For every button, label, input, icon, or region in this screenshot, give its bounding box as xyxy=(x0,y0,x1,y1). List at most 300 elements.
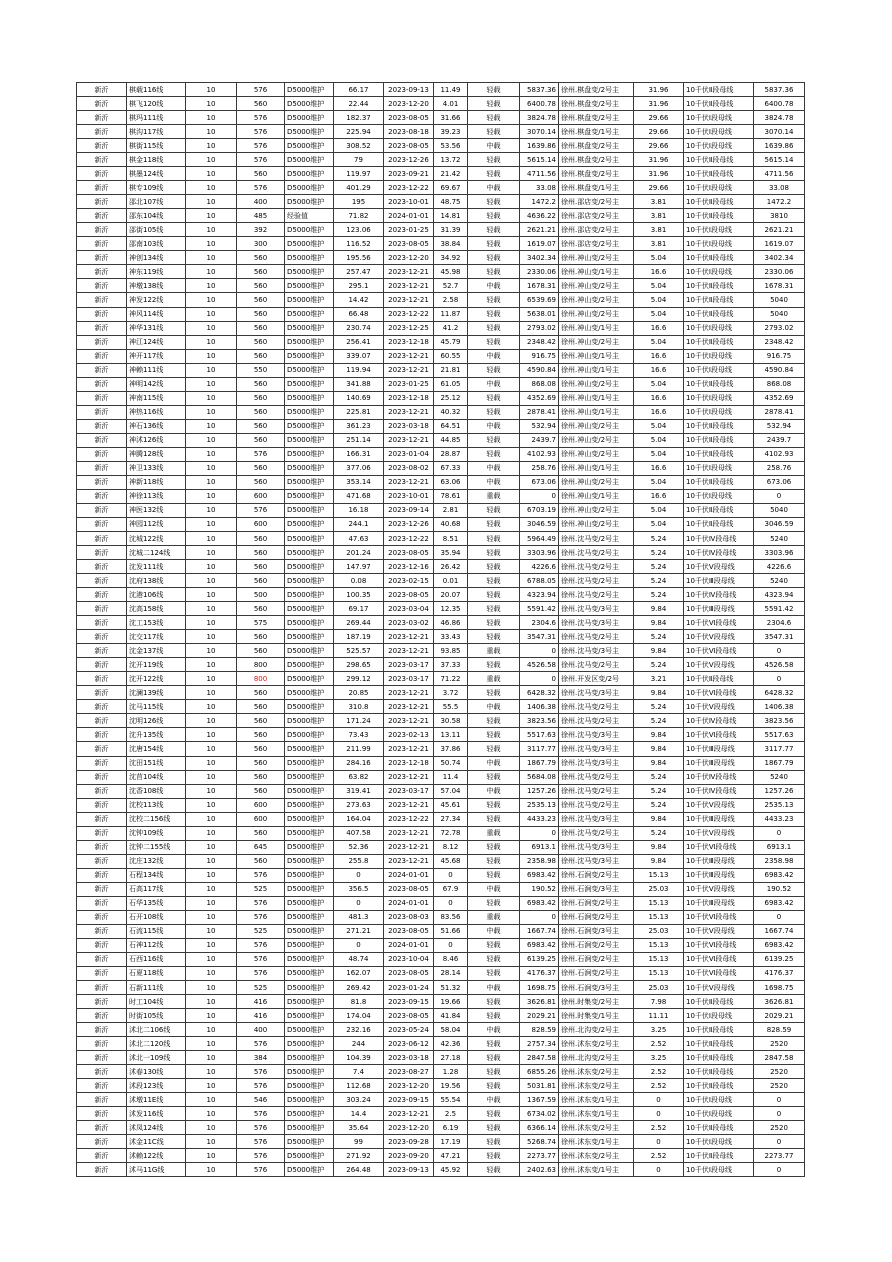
cell-available-capacity: 868.08 xyxy=(520,377,559,391)
cell-busbar: 10千伏Ⅲ段母线 xyxy=(684,602,754,616)
cell-load-rate: 2.81 xyxy=(434,503,468,517)
cell-county: 新沂 xyxy=(77,756,127,770)
cell-load-level: 轻载 xyxy=(468,97,520,111)
cell-available-capacity: 1257.26 xyxy=(520,784,559,798)
cell-load-level: 轻载 xyxy=(468,995,520,1009)
cell-voltage-kv: 10 xyxy=(186,1065,237,1079)
cell-line-name: 沈高158线 xyxy=(127,602,186,616)
cell-line-name: 神卫133线 xyxy=(127,461,186,475)
cell-feeder-available: 1257.26 xyxy=(754,784,805,798)
cell-transformer-available: 16.6 xyxy=(634,321,684,335)
cell-feeder-available: 2847.58 xyxy=(754,1051,805,1065)
cell-busbar: 10千伏Ⅱ段母线 xyxy=(684,1121,754,1135)
cell-max-load-date: 2023-12-21 xyxy=(384,279,434,293)
cell-transformer: 徐州.沭东变/2号主 xyxy=(559,1121,634,1135)
cell-capacity-source: D5000维护 xyxy=(285,672,334,686)
cell-voltage-kv: 10 xyxy=(186,1163,237,1177)
cell-load-rate: 11.87 xyxy=(434,307,468,321)
cell-transformer: 徐州.沈马变/2号主 xyxy=(559,700,634,714)
cell-county: 新沂 xyxy=(77,1135,127,1149)
cell-load-level: 中载 xyxy=(468,349,520,363)
cell-transformer: 徐州.石涧变/2号主 xyxy=(559,952,634,966)
cell-transformer-available: 9.84 xyxy=(634,728,684,742)
cell-voltage-kv: 10 xyxy=(186,826,237,840)
cell-max-load-date: 2023-12-21 xyxy=(384,433,434,447)
cell-max-load-date: 2023-02-15 xyxy=(384,574,434,588)
cell-transformer: 徐州.棋盘变/2号主 xyxy=(559,167,634,181)
cell-feeder-available: 0 xyxy=(754,1135,805,1149)
table-row xyxy=(77,209,805,223)
cell-transformer-available: 5.04 xyxy=(634,419,684,433)
table-row xyxy=(77,251,805,265)
cell-max-load: 119.97 xyxy=(334,167,384,181)
cell-max-load-date: 2023-12-20 xyxy=(384,1079,434,1093)
cell-capacity-source: D5000维护 xyxy=(285,419,334,433)
cell-line-name: 沈城二124线 xyxy=(127,546,186,560)
cell-available-capacity: 3046.59 xyxy=(520,517,559,531)
cell-line-name: 棋载116线 xyxy=(127,83,186,97)
table-row xyxy=(77,966,805,980)
cell-available-capacity: 2330.06 xyxy=(520,265,559,279)
cell-line-name: 石新111线 xyxy=(127,981,186,995)
cell-county: 新沂 xyxy=(77,363,127,377)
cell-feeder-available: 4176.37 xyxy=(754,966,805,980)
cell-line-name: 沈马115线 xyxy=(127,700,186,714)
cell-max-load: 112.68 xyxy=(334,1079,384,1093)
cell-transformer-available: 2.52 xyxy=(634,1065,684,1079)
cell-rated-capacity: 576 xyxy=(237,111,285,125)
cell-line-name: 石神112线 xyxy=(127,938,186,952)
cell-max-load-date: 2024-01-01 xyxy=(384,938,434,952)
cell-voltage-kv: 10 xyxy=(186,391,237,405)
cell-busbar: 10千伏Ⅱ段母线 xyxy=(684,83,754,97)
cell-line-name: 石流115线 xyxy=(127,924,186,938)
cell-max-load: 310.8 xyxy=(334,700,384,714)
cell-busbar: 10千伏Ⅱ段母线 xyxy=(684,1065,754,1079)
cell-capacity-source: D5000维护 xyxy=(285,363,334,377)
cell-voltage-kv: 10 xyxy=(186,1009,237,1023)
cell-max-load-date: 2023-08-05 xyxy=(384,924,434,938)
cell-load-rate: 8.46 xyxy=(434,952,468,966)
cell-transformer-available: 2.52 xyxy=(634,1149,684,1163)
cell-available-capacity: 2757.34 xyxy=(520,1037,559,1051)
cell-busbar: 10千伏Ⅵ段母线 xyxy=(684,686,754,700)
table-row xyxy=(77,405,805,419)
cell-transformer: 徐州.石涧变/3号主 xyxy=(559,924,634,938)
cell-rated-capacity: 800 xyxy=(237,672,285,686)
cell-load-level: 重载 xyxy=(468,489,520,503)
cell-county: 新沂 xyxy=(77,616,127,630)
cell-available-capacity: 5268.74 xyxy=(520,1135,559,1149)
cell-max-load-date: 2023-03-04 xyxy=(384,602,434,616)
cell-line-name: 沭发116线 xyxy=(127,1107,186,1121)
cell-load-level: 轻载 xyxy=(468,532,520,546)
table-row xyxy=(77,868,805,882)
cell-capacity-source: D5000维护 xyxy=(285,321,334,335)
cell-load-level: 轻载 xyxy=(468,83,520,97)
cell-transformer: 徐州.神山变/2号主 xyxy=(559,433,634,447)
cell-load-level: 轻载 xyxy=(468,391,520,405)
cell-available-capacity: 532.94 xyxy=(520,419,559,433)
cell-max-load-date: 2023-12-21 xyxy=(384,265,434,279)
cell-county: 新沂 xyxy=(77,321,127,335)
cell-rated-capacity: 560 xyxy=(237,475,285,489)
table-row xyxy=(77,111,805,125)
cell-max-load: 0 xyxy=(334,896,384,910)
cell-county: 新沂 xyxy=(77,532,127,546)
cell-load-rate: 3.72 xyxy=(434,686,468,700)
cell-transformer-available: 9.84 xyxy=(634,644,684,658)
table-row xyxy=(77,363,805,377)
cell-line-name: 神石136线 xyxy=(127,419,186,433)
cell-transformer: 徐州.沈马变/2号主 xyxy=(559,658,634,672)
cell-max-load: 269.44 xyxy=(334,616,384,630)
cell-max-load-date: 2023-08-05 xyxy=(384,1009,434,1023)
cell-load-rate: 57.04 xyxy=(434,784,468,798)
cell-county: 新沂 xyxy=(77,517,127,531)
cell-rated-capacity: 576 xyxy=(237,952,285,966)
cell-available-capacity: 2273.77 xyxy=(520,1149,559,1163)
cell-load-rate: 26.42 xyxy=(434,560,468,574)
cell-capacity-source: D5000维护 xyxy=(285,1037,334,1051)
cell-available-capacity: 2878.41 xyxy=(520,405,559,419)
cell-line-name: 神风114线 xyxy=(127,307,186,321)
cell-max-load-date: 2023-09-13 xyxy=(384,83,434,97)
table-row xyxy=(77,503,805,517)
table-row xyxy=(77,1009,805,1023)
cell-busbar: 10千伏Ⅴ段母线 xyxy=(684,630,754,644)
cell-rated-capacity: 576 xyxy=(237,868,285,882)
cell-max-load: 195.56 xyxy=(334,251,384,265)
cell-line-name: 沭段123线 xyxy=(127,1079,186,1093)
cell-max-load-date: 2023-01-24 xyxy=(384,981,434,995)
cell-max-load-date: 2023-12-21 xyxy=(384,363,434,377)
cell-capacity-source: D5000维护 xyxy=(285,798,334,812)
cell-busbar: 10千伏Ⅱ段母线 xyxy=(684,517,754,531)
cell-voltage-kv: 10 xyxy=(186,83,237,97)
cell-max-load: 201.24 xyxy=(334,546,384,560)
cell-line-name: 沈港106线 xyxy=(127,588,186,602)
cell-rated-capacity: 576 xyxy=(237,503,285,517)
cell-load-level: 中载 xyxy=(468,377,520,391)
cell-load-rate: 33.43 xyxy=(434,630,468,644)
cell-county: 新沂 xyxy=(77,461,127,475)
cell-max-load: 52.36 xyxy=(334,840,384,854)
cell-max-load-date: 2024-01-01 xyxy=(384,868,434,882)
cell-capacity-source: D5000维护 xyxy=(285,349,334,363)
cell-load-level: 重载 xyxy=(468,644,520,658)
cell-load-rate: 46.86 xyxy=(434,616,468,630)
cell-load-rate: 71.22 xyxy=(434,672,468,686)
cell-capacity-source: D5000维护 xyxy=(285,475,334,489)
cell-busbar: 10千伏Ⅰ段母线 xyxy=(684,1009,754,1023)
cell-transformer: 徐州.沭东变/2号主 xyxy=(559,1065,634,1079)
cell-rated-capacity: 400 xyxy=(237,1023,285,1037)
cell-transformer-available: 3.81 xyxy=(634,223,684,237)
cell-feeder-available: 258.76 xyxy=(754,461,805,475)
cell-max-load: 99 xyxy=(334,1135,384,1149)
cell-feeder-available: 2029.21 xyxy=(754,1009,805,1023)
cell-rated-capacity: 560 xyxy=(237,167,285,181)
cell-line-name: 神医132线 xyxy=(127,503,186,517)
cell-capacity-source: D5000维护 xyxy=(285,756,334,770)
cell-max-load-date: 2023-08-27 xyxy=(384,1065,434,1079)
cell-busbar: 10千伏Ⅱ段母线 xyxy=(684,97,754,111)
cell-load-level: 轻载 xyxy=(468,770,520,784)
table-row xyxy=(77,588,805,602)
cell-voltage-kv: 10 xyxy=(186,532,237,546)
cell-load-rate: 4.01 xyxy=(434,97,468,111)
cell-rated-capacity: 560 xyxy=(237,419,285,433)
cell-transformer: 徐州.沈马变/2号主 xyxy=(559,588,634,602)
cell-voltage-kv: 10 xyxy=(186,447,237,461)
cell-transformer-available: 15.13 xyxy=(634,868,684,882)
cell-max-load: 119.94 xyxy=(334,363,384,377)
cell-capacity-source: D5000维护 xyxy=(285,195,334,209)
cell-transformer: 徐州.神山变/1号主 xyxy=(559,321,634,335)
cell-busbar: 10千伏Ⅰ段母线 xyxy=(684,223,754,237)
cell-load-level: 轻载 xyxy=(468,1163,520,1177)
cell-transformer: 徐州.神山变/2号主 xyxy=(559,503,634,517)
cell-feeder-available: 3547.31 xyxy=(754,630,805,644)
cell-feeder-available: 1667.74 xyxy=(754,924,805,938)
cell-transformer: 徐州.沈马变/3号主 xyxy=(559,854,634,868)
table-row xyxy=(77,461,805,475)
cell-max-load: 251.14 xyxy=(334,433,384,447)
cell-rated-capacity: 485 xyxy=(237,209,285,223)
cell-busbar: 10千伏Ⅱ段母线 xyxy=(684,279,754,293)
cell-available-capacity: 5964.49 xyxy=(520,532,559,546)
cell-transformer: 徐州.沈马变/3号主 xyxy=(559,616,634,630)
cell-transformer: 徐州.棋盘变/2号主 xyxy=(559,97,634,111)
cell-county: 新沂 xyxy=(77,770,127,784)
table-row xyxy=(77,1037,805,1051)
cell-feeder-available: 3046.59 xyxy=(754,517,805,531)
cell-transformer-available: 2.52 xyxy=(634,1037,684,1051)
cell-capacity-source: D5000维护 xyxy=(285,1135,334,1149)
table-row xyxy=(77,952,805,966)
cell-capacity-source: D5000维护 xyxy=(285,251,334,265)
cell-county: 新沂 xyxy=(77,1079,127,1093)
cell-load-rate: 51.66 xyxy=(434,924,468,938)
table-row xyxy=(77,784,805,798)
cell-busbar: 10千伏Ⅳ段母线 xyxy=(684,546,754,560)
cell-voltage-kv: 10 xyxy=(186,363,237,377)
cell-max-load: 273.63 xyxy=(334,798,384,812)
cell-rated-capacity: 525 xyxy=(237,882,285,896)
cell-available-capacity: 673.06 xyxy=(520,475,559,489)
cell-available-capacity: 3547.31 xyxy=(520,630,559,644)
cell-rated-capacity: 560 xyxy=(237,826,285,840)
cell-transformer: 徐州.神山变/2号主 xyxy=(559,475,634,489)
cell-capacity-source: D5000维护 xyxy=(285,981,334,995)
cell-busbar: 10千伏Ⅰ段母线 xyxy=(684,363,754,377)
cell-max-load-date: 2023-09-21 xyxy=(384,167,434,181)
cell-available-capacity: 1698.75 xyxy=(520,981,559,995)
cell-county: 新沂 xyxy=(77,279,127,293)
cell-available-capacity: 3117.77 xyxy=(520,742,559,756)
cell-county: 新沂 xyxy=(77,181,127,195)
cell-transformer: 徐州.邵店变/2号主 xyxy=(559,209,634,223)
cell-busbar: 10千伏Ⅰ段母线 xyxy=(684,139,754,153)
cell-load-rate: 28.87 xyxy=(434,447,468,461)
cell-transformer-available: 7.98 xyxy=(634,995,684,1009)
cell-load-rate: 69.67 xyxy=(434,181,468,195)
cell-load-rate: 31.66 xyxy=(434,111,468,125)
table-row xyxy=(77,728,805,742)
cell-capacity-source: D5000维护 xyxy=(285,868,334,882)
cell-busbar: 10千伏Ⅰ段母线 xyxy=(684,489,754,503)
cell-transformer-available: 5.04 xyxy=(634,377,684,391)
cell-max-load: 187.19 xyxy=(334,630,384,644)
cell-rated-capacity: 560 xyxy=(237,602,285,616)
cell-available-capacity: 1367.59 xyxy=(520,1093,559,1107)
cell-transformer: 徐州.神山变/2号主 xyxy=(559,307,634,321)
cell-max-load-date: 2023-05-24 xyxy=(384,1023,434,1037)
cell-rated-capacity: 560 xyxy=(237,784,285,798)
cell-available-capacity: 6983.42 xyxy=(520,868,559,882)
cell-rated-capacity: 560 xyxy=(237,560,285,574)
cell-line-name: 棋沟117线 xyxy=(127,125,186,139)
cell-max-load: 211.99 xyxy=(334,742,384,756)
cell-load-level: 轻载 xyxy=(468,896,520,910)
cell-load-level: 轻载 xyxy=(468,321,520,335)
cell-available-capacity: 2847.58 xyxy=(520,1051,559,1065)
cell-available-capacity: 0 xyxy=(520,672,559,686)
cell-load-rate: 39.23 xyxy=(434,125,468,139)
cell-feeder-available: 6913.1 xyxy=(754,840,805,854)
cell-transformer: 徐州.神山变/2号主 xyxy=(559,279,634,293)
cell-max-load-date: 2023-12-21 xyxy=(384,798,434,812)
cell-available-capacity: 1667.74 xyxy=(520,924,559,938)
cell-voltage-kv: 10 xyxy=(186,237,237,251)
cell-busbar: 10千伏Ⅲ段母线 xyxy=(684,896,754,910)
cell-voltage-kv: 10 xyxy=(186,153,237,167)
cell-capacity-source: D5000维护 xyxy=(285,686,334,700)
cell-transformer-available: 5.24 xyxy=(634,784,684,798)
cell-transformer: 徐州.沈马变/2号主 xyxy=(559,630,634,644)
cell-county: 新沂 xyxy=(77,630,127,644)
cell-load-rate: 93.85 xyxy=(434,644,468,658)
cell-transformer: 徐州.邵店变/2号主 xyxy=(559,237,634,251)
cell-transformer-available: 5.24 xyxy=(634,714,684,728)
cell-transformer: 徐州.邵店变/2号主 xyxy=(559,195,634,209)
cell-busbar: 10千伏Ⅱ段母线 xyxy=(684,153,754,167)
cell-transformer-available: 5.04 xyxy=(634,447,684,461)
cell-line-name: 邵北107线 xyxy=(127,195,186,209)
cell-capacity-source: D5000维护 xyxy=(285,840,334,854)
cell-max-load: 104.39 xyxy=(334,1051,384,1065)
cell-max-load-date: 2023-08-05 xyxy=(384,237,434,251)
cell-capacity-source: D5000维护 xyxy=(285,588,334,602)
cell-rated-capacity: 576 xyxy=(237,447,285,461)
cell-feeder-available: 5240 xyxy=(754,532,805,546)
cell-county: 新沂 xyxy=(77,391,127,405)
cell-voltage-kv: 10 xyxy=(186,377,237,391)
cell-rated-capacity: 560 xyxy=(237,728,285,742)
cell-available-capacity: 3626.81 xyxy=(520,995,559,1009)
cell-transformer-available: 2.52 xyxy=(634,1079,684,1093)
cell-rated-capacity: 384 xyxy=(237,1051,285,1065)
cell-county: 新沂 xyxy=(77,560,127,574)
cell-rated-capacity: 500 xyxy=(237,588,285,602)
table-row xyxy=(77,770,805,784)
cell-rated-capacity: 560 xyxy=(237,770,285,784)
cell-feeder-available: 0 xyxy=(754,644,805,658)
cell-available-capacity: 4433.23 xyxy=(520,812,559,826)
cell-max-load: 174.04 xyxy=(334,1009,384,1023)
table-row xyxy=(77,1065,805,1079)
cell-line-name: 沈校二156线 xyxy=(127,812,186,826)
cell-transformer-available: 0 xyxy=(634,1163,684,1177)
cell-voltage-kv: 10 xyxy=(186,1121,237,1135)
table-row xyxy=(77,560,805,574)
cell-voltage-kv: 10 xyxy=(186,938,237,952)
cell-feeder-available: 0 xyxy=(754,1163,805,1177)
cell-transformer: 徐州.神山变/2号主 xyxy=(559,419,634,433)
cell-load-level: 轻载 xyxy=(468,574,520,588)
cell-transformer: 徐州.开发区变/2号 xyxy=(559,672,634,686)
table-row xyxy=(77,546,805,560)
cell-max-load: 269.42 xyxy=(334,981,384,995)
cell-load-level: 轻载 xyxy=(468,1121,520,1135)
cell-line-name: 神徐113线 xyxy=(127,489,186,503)
cell-load-level: 轻载 xyxy=(468,728,520,742)
cell-max-load: 284.16 xyxy=(334,756,384,770)
cell-line-name: 神墩138线 xyxy=(127,279,186,293)
cell-feeder-available: 2439.7 xyxy=(754,433,805,447)
cell-feeder-available: 673.06 xyxy=(754,475,805,489)
cell-busbar: 10千伏Ⅵ段母线 xyxy=(684,966,754,980)
cell-rated-capacity: 576 xyxy=(237,1037,285,1051)
cell-load-level: 轻载 xyxy=(468,293,520,307)
cell-load-level: 轻载 xyxy=(468,630,520,644)
cell-voltage-kv: 10 xyxy=(186,1051,237,1065)
cell-max-load: 361.23 xyxy=(334,419,384,433)
cell-county: 新沂 xyxy=(77,209,127,223)
cell-county: 新沂 xyxy=(77,798,127,812)
cell-voltage-kv: 10 xyxy=(186,181,237,195)
cell-transformer: 徐州.沭东变/2号主 xyxy=(559,1149,634,1163)
feeder-load-table xyxy=(76,82,805,1177)
cell-load-rate: 64.51 xyxy=(434,419,468,433)
cell-max-load-date: 2023-08-05 xyxy=(384,111,434,125)
cell-rated-capacity: 300 xyxy=(237,237,285,251)
cell-available-capacity: 2621.21 xyxy=(520,223,559,237)
cell-available-capacity: 190.52 xyxy=(520,882,559,896)
table-row xyxy=(77,97,805,111)
cell-busbar: 10千伏Ⅳ段母线 xyxy=(684,770,754,784)
cell-load-level: 轻载 xyxy=(468,658,520,672)
cell-load-rate: 0 xyxy=(434,938,468,952)
cell-rated-capacity: 576 xyxy=(237,938,285,952)
cell-load-level: 中载 xyxy=(468,756,520,770)
cell-load-level: 中载 xyxy=(468,1023,520,1037)
cell-available-capacity: 1406.38 xyxy=(520,700,559,714)
cell-available-capacity: 3070.14 xyxy=(520,125,559,139)
cell-transformer: 徐州.神山变/2号主 xyxy=(559,377,634,391)
cell-voltage-kv: 10 xyxy=(186,195,237,209)
cell-capacity-source: D5000维护 xyxy=(285,924,334,938)
cell-rated-capacity: 560 xyxy=(237,349,285,363)
cell-feeder-available: 5240 xyxy=(754,574,805,588)
cell-county: 新沂 xyxy=(77,742,127,756)
cell-max-load-date: 2023-10-01 xyxy=(384,195,434,209)
table-row xyxy=(77,293,805,307)
table-row xyxy=(77,672,805,686)
cell-transformer: 徐州.石涧变/2号主 xyxy=(559,896,634,910)
cell-county: 新沂 xyxy=(77,1023,127,1037)
